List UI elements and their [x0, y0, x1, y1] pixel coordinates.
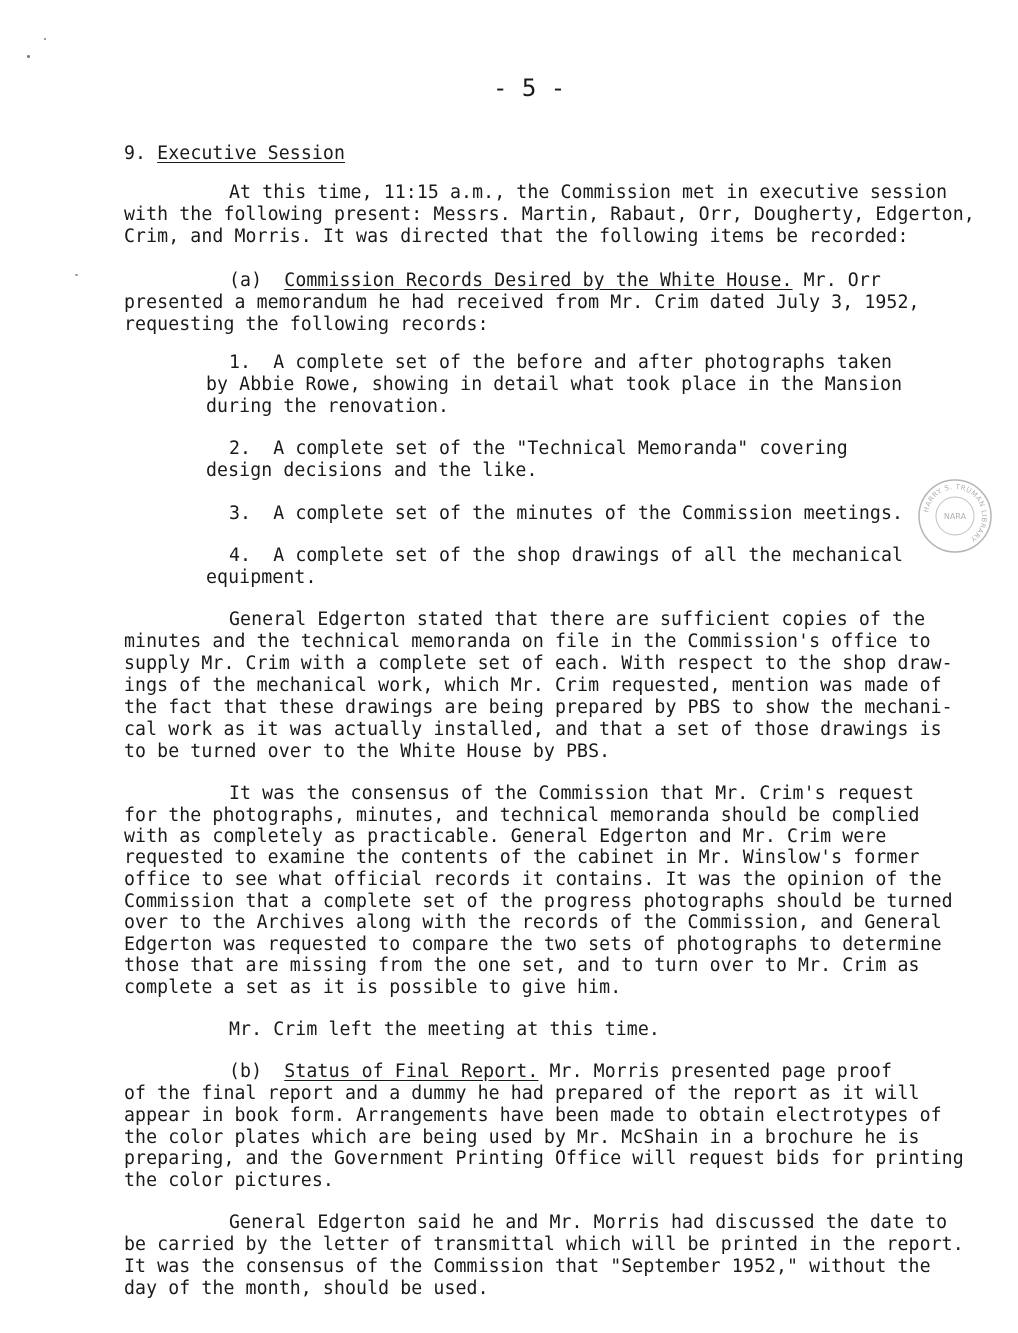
text-line: ings of the mechanical work, which Mr. Crim requested, mention was made of	[124, 675, 942, 696]
text-line: those that are missing from the one set, and to turn over to Mr. Crim as	[124, 955, 920, 976]
text-line: over to the Archives along with the records of the Commission, and General	[124, 912, 942, 933]
item-a-label: (a)	[229, 270, 263, 291]
text-line: day of the month, should be used.	[124, 1278, 489, 1299]
text-line: It was the consensus of the Commission that "September 1952," without the	[124, 1256, 931, 1277]
text-line: of the final report and a dummy he had prepared of the report as it will	[124, 1083, 920, 1104]
item-a-heading: Commission Records Desired by the White House.	[284, 270, 793, 291]
list-item-number: 4.	[229, 545, 252, 566]
list-item-number: 1.	[229, 352, 252, 373]
section-number: 9.	[124, 143, 147, 164]
item-a-first-rest: Mr. Orr	[792, 270, 881, 291]
text-line: the color pictures.	[124, 1170, 334, 1191]
text-line: be carried by the letter of transmittal which will be printed in the report.	[124, 1234, 964, 1255]
text-line: requesting the following records:	[124, 314, 489, 335]
text-line: appear in book form. Arrangements have been made to obtain electrotypes of	[124, 1105, 942, 1126]
text-line: with as completely as practicable. General Edgerton and Mr. Crim were	[124, 826, 887, 847]
list-item-text: during the renovation.	[206, 396, 450, 417]
stamp-ring-text: HARRY S. TRUMAN LIBRARY	[922, 482, 989, 544]
section-title: Executive Session	[157, 143, 346, 164]
page-number: - 5 -	[493, 74, 566, 102]
list-item-text: A complete set of the minutes of the Commission meetings.	[273, 503, 904, 524]
stamp-center-text: NARA	[943, 512, 967, 521]
library-stamp	[917, 478, 993, 554]
text-line: for the photographs, minutes, and technical memoranda should be complied	[124, 805, 920, 826]
item-b-label: (b)	[229, 1061, 263, 1082]
scan-speck	[75, 274, 78, 276]
text-line: General Edgerton said he and Mr. Morris had discussed the date to	[229, 1212, 948, 1233]
crim-left-line: Mr. Crim left the meeting at this time.	[229, 1019, 660, 1040]
list-item-text: A complete set of the before and after photographs taken	[273, 352, 893, 373]
item-a-first-line	[229, 270, 881, 292]
text-line: It was the consensus of the Commission that Mr. Crim's request	[229, 783, 915, 804]
list-item-text: equipment.	[206, 567, 317, 588]
text-line: with the following present: Messrs. Martin, Rabaut, Orr, Dougherty, Edgerton,	[124, 204, 975, 225]
list-item-text: by Abbie Rowe, showing in detail what took place in the Mansion	[206, 374, 903, 395]
text-line: supply Mr. Crim with a complete set of each. With respect to the shop draw-	[124, 653, 953, 674]
text-line: Crim, and Morris. It was directed that the following items be recorded:	[124, 226, 909, 247]
text-line: the fact that these drawings are being prepared by PBS to show the mechani-	[124, 697, 953, 718]
list-item-text: A complete set of the shop drawings of all the mechanical	[273, 545, 904, 566]
text-line: office to see what official records it contains. It was the opinion of the	[124, 869, 942, 890]
text-line: the color plates which are being used by Mr. McShain in a brochure he is	[124, 1127, 920, 1148]
list-item-number: 2.	[229, 438, 252, 459]
text-line: complete a set as it is possible to give him.	[124, 977, 622, 998]
text-line: General Edgerton stated that there are sufficient copies of the	[229, 609, 926, 630]
section-heading	[124, 143, 345, 165]
list-item-text: A complete set of the "Technical Memoranda" covering	[273, 438, 848, 459]
text-line: Commission that a complete set of the progress photographs should be turned	[124, 891, 953, 912]
item-b-first-line	[229, 1061, 892, 1083]
scan-speck	[44, 38, 46, 40]
item-b-first-rest: Mr. Morris presented page proof	[538, 1061, 893, 1082]
item-b-heading: Status of Final Report.	[284, 1061, 539, 1082]
list-item-number: 3.	[229, 503, 252, 524]
text-line: preparing, and the Government Printing Office will request bids for printing	[124, 1148, 964, 1169]
scan-speck	[27, 55, 30, 58]
text-line: cal work as it was actually installed, and that a set of those drawings is	[124, 719, 942, 740]
text-line: minutes and the technical memoranda on file in the Commission's office to	[124, 631, 931, 652]
text-line: requested to examine the contents of the cabinet in Mr. Winslow's former	[124, 847, 920, 868]
text-line: to be turned over to the White House by PBS.	[124, 741, 611, 762]
text-line: Edgerton was requested to compare the two sets of photographs to determine	[124, 934, 942, 955]
text-line: At this time, 11:15 a.m., the Commission met in executive session	[229, 182, 948, 203]
list-item-text: design decisions and the like.	[206, 460, 538, 481]
text-line: presented a memorandum he had received from Mr. Crim dated July 3, 1952,	[124, 292, 920, 313]
